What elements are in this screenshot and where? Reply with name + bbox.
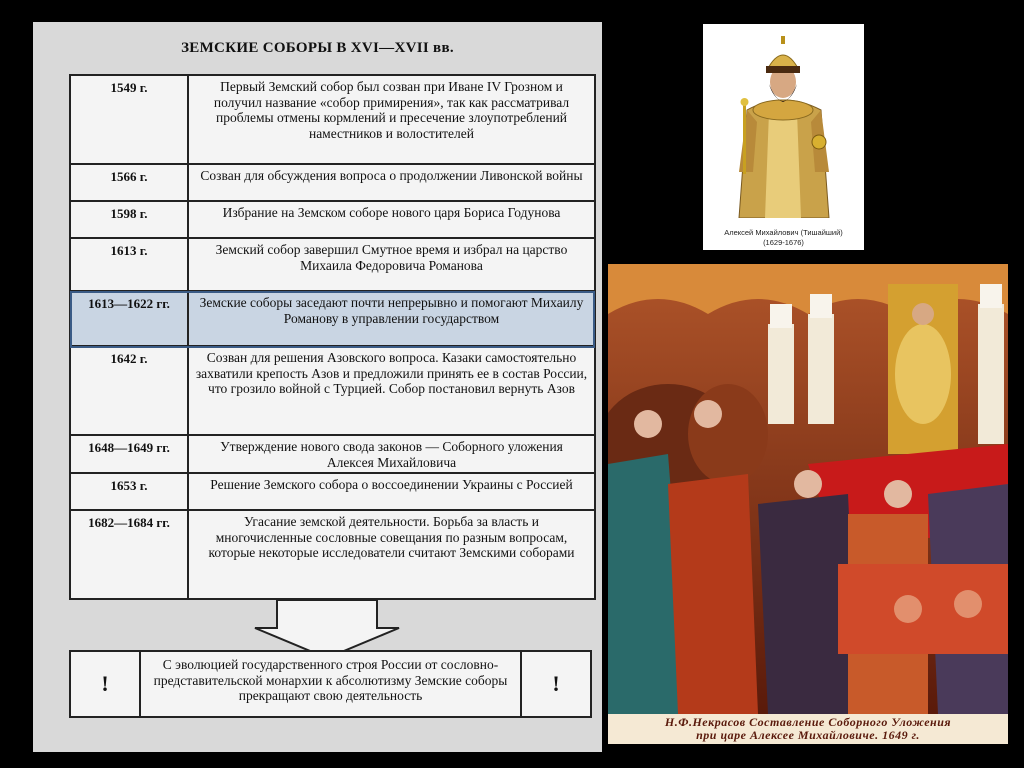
exclamation-mark-left: ! [71,652,141,716]
row-text: Угасание земской деятельности. Борьба за власть и многочисленные сословные совещания по разным вопросам, которые некоторые исследователи считают Земскими соборами [208,514,575,560]
row-year: 1566 г. [71,165,189,200]
table-row [71,202,594,239]
tsar-figure-image [717,32,850,218]
painting-caption [608,714,1008,744]
table-row [71,347,594,436]
document-title: ЗЕМСКИЕ СОБОРЫ В XVI—XVII вв. [181,40,454,56]
row-year: 1642 г. [71,347,189,434]
row-year: 1598 г. [71,202,189,237]
row-text: Избрание на Земском соборе нового царя Бориса Годунова [222,205,561,220]
row-text: Первый Земский собор был созван при Иване IV Грозном и получил название «собор примирения», так как рассматривал проблемы отмены кормлений и пресечение злоупотреблений наместников и волостителей [213,79,570,141]
table-row [71,436,594,474]
row-text: Созван для обсуждения вопроса о продолжении Ливонской войны [200,168,583,183]
tsar-portrait [703,24,864,250]
table-row-highlighted [71,292,594,347]
row-year: 1682—1684 гг. [71,511,189,598]
row-year: 1549 г. [71,76,189,163]
table-row [71,474,594,511]
row-text: Созван для решения Азовского вопроса. Казаки самостоятельно захватили крепость Азов и предложили принять ее в состав России, что грозило войной с Турцией. Собор постановил вернуть Азов [195,350,588,396]
table-row [71,511,594,598]
row-year: 1648—1649 гг. [71,436,189,472]
exclamation-mark-right: ! [520,652,590,716]
conclusion-text: С эволюцией государственного строя России от сословно-представительской монархии к абсолютизму Земские соборы прекращают свою деятельность [153,657,508,703]
painting-image [608,264,1008,714]
row-text: Земский собор завершил Смутное время и избрал на царство Михаила Федоровича Романова [215,242,568,273]
portrait-caption-years: (1629-1676) [763,238,804,247]
row-text: Решение Земского собора о воссоединении Украины с Россией [210,477,573,492]
table-row [71,76,594,165]
table-row [71,165,594,202]
row-year: 1613—1622 гг. [71,292,189,345]
row-text: Утверждение нового свода законов — Соборного уложения Алексея Михайловича [220,439,563,470]
row-year: 1653 г. [71,474,189,509]
painting-caption-line1: Н.Ф.Некрасов Составление Соборного Уложения [664,715,952,729]
row-text: Земские соборы заседают почти непрерывно и помогают Михаилу Романову в управлении государством [199,295,584,326]
sobory-table [69,74,596,600]
painting-caption-line2: при царе Алексее Михайловиче. 1649 г. [696,728,920,742]
row-year: 1613 г. [71,239,189,290]
document-scan [33,22,602,752]
conclusion-box [69,650,592,718]
portrait-caption-name: Алексей Михайлович (Тишайший) [724,228,843,237]
table-row [71,239,594,292]
painting-sobornoe-ulozhenie [608,264,1008,744]
